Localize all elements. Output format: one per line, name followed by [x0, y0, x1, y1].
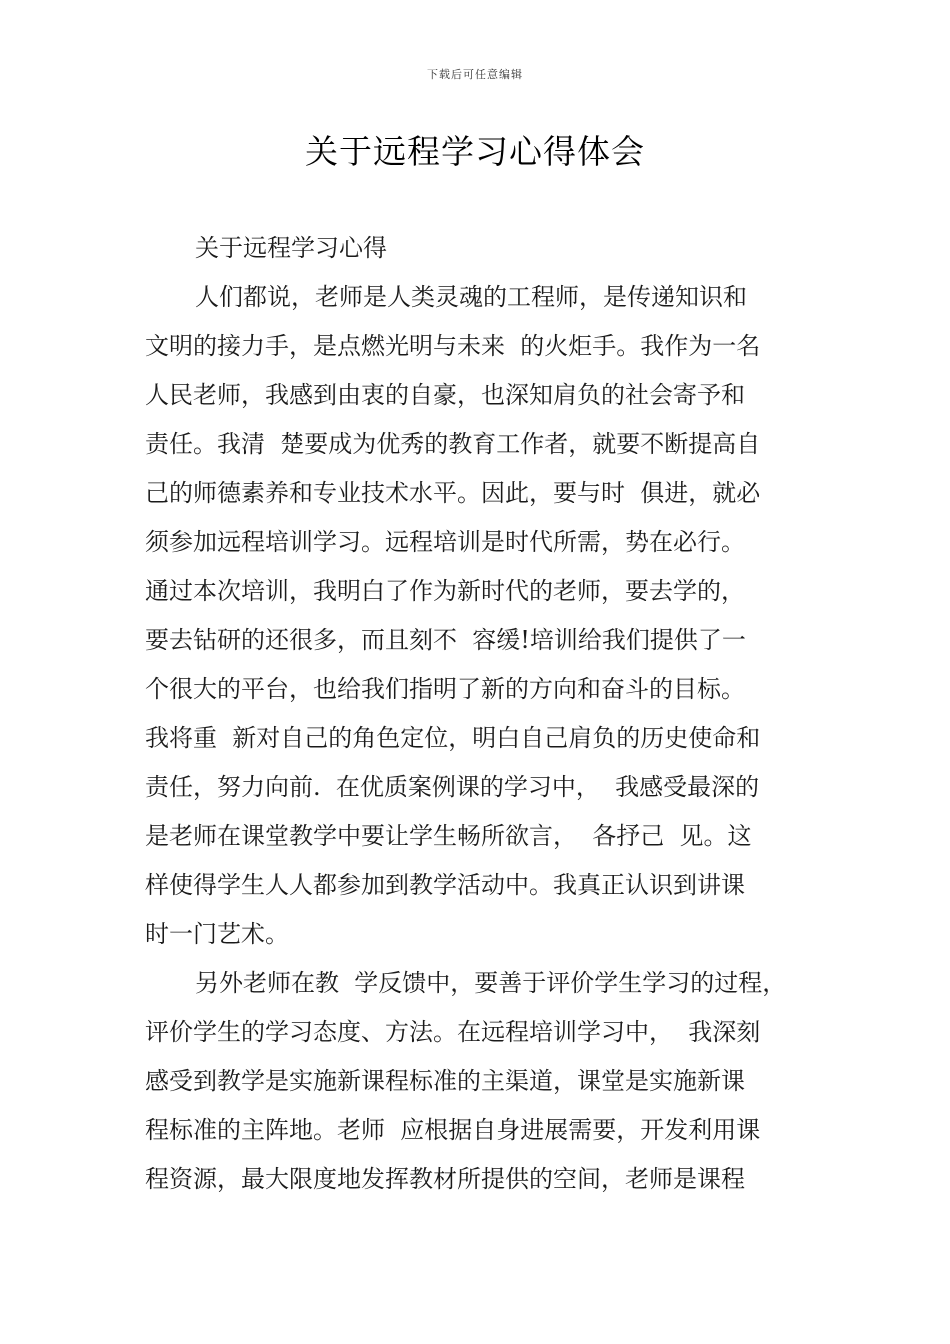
paragraph-line: 要去钻研的还很多，而且刻不 容缓!培训给我们提供了一 [145, 626, 746, 654]
paragraph-line: 样使得学生人人都参加到教学活动中。我真正认识到讲课 [145, 871, 745, 899]
paragraph-line: 评价学生的学习态度、方法。在远程培训学习中， 我深刻 [145, 1018, 761, 1046]
paragraph-line: 是老师在课堂教学中要让学生畅所欲言， 各抒己 见。这 [145, 822, 752, 850]
paragraph-line: 我将重 新对自己的角色定位，明白自己肩负的历史使命和 [145, 724, 761, 752]
paragraph-line: 须参加远程培训学习。远程培训是时代所需，势在必行。 [145, 528, 745, 556]
paragraph-line: 文明的接力手，是点燃光明与未来 的火炬手。我作为一名 [145, 332, 761, 360]
paragraph-line: 责任。我清 楚要成为优秀的教育工作者，就要不断提高自 [145, 430, 761, 458]
document-body [145, 224, 825, 1204]
paragraph-line: 时一门艺术。 [145, 920, 289, 948]
paragraph-line: 人们都说，老师是人类灵魂的工程师，是传递知识和 [195, 283, 747, 311]
paragraph-line: 另外老师在教 学反馈中，要善于评价学生学习的过程， [195, 969, 787, 997]
paragraph-line: 责任，努力向前. 在优质案例课的学习中， 我感受最深的 [145, 773, 760, 801]
document-title: 关于远程学习心得体会 [305, 132, 645, 171]
paragraph-line: 程标准的主阵地。老师 应根据自身进展需要，开发利用课 [145, 1116, 761, 1144]
paragraph-line: 程资源，最大限度地发挥教材所提供的空间，老师是课程 [145, 1165, 745, 1193]
paragraph-line: 通过本次培训，我明白了作为新时代的老师，要去学的， [145, 577, 745, 605]
paragraph-line: 人民老师，我感到由衷的自豪，也深知肩负的社会寄予和 [145, 381, 745, 409]
paragraph-line: 感受到教学是实施新课程标准的主渠道，课堂是实施新课 [145, 1067, 745, 1095]
paragraph-line: 己的师德素养和专业技术水平。因此，要与时 俱进，就必 [145, 479, 761, 507]
paragraph-line: 个很大的平台，也给我们指明了新的方向和奋斗的目标。 [145, 675, 745, 703]
section-heading: 关于远程学习心得 [195, 234, 387, 262]
header-note: 下载后可任意编辑 [427, 68, 523, 81]
